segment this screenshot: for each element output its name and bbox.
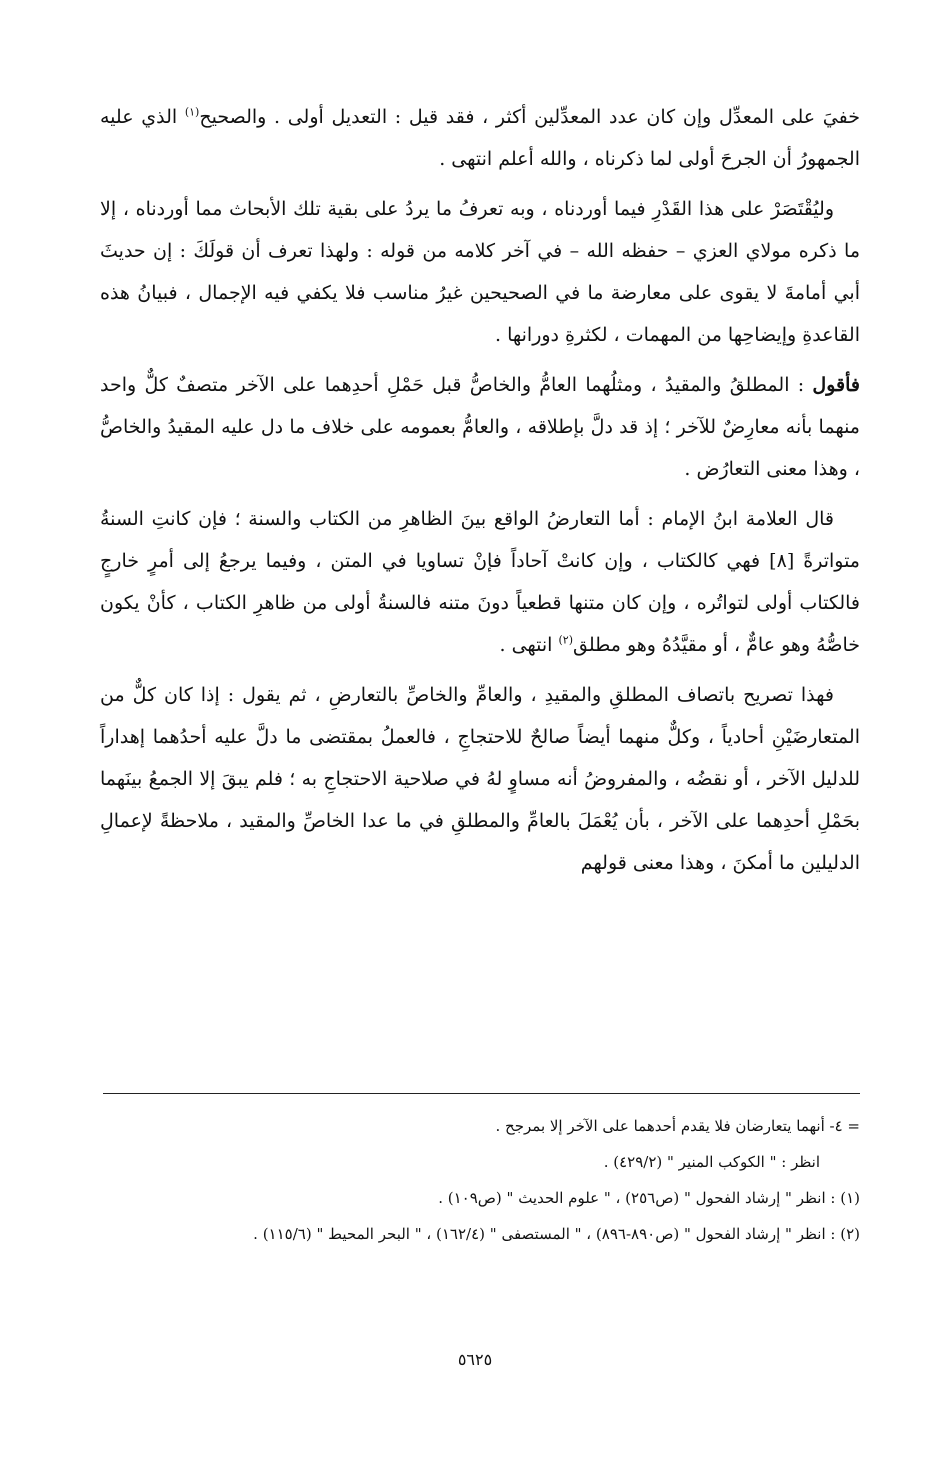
paragraph-lead-word: فأقول (812, 374, 860, 396)
paragraph-text: فهذا تصريح باتصاف المطلقِ والمقيدِ ، والعامِّ والخاصِّ بالتعارضِ ، ثم يقول : إذا كان كلٌّ من المتعارضَيْنِ أحادياً ، وكلٌّ منهما أيضاً صالحٌ للاحتجاجِ ، فالعملُ بمقتضى ما دلَّ عليه أحدُهما إهداراً للدليل الآخر ، أو نقضُه ، والمفروضُ أنه مساوٍ لهُ في صلاحية الاحتجاجِ به ؛ فلم يبقَ إلا الجمعُ بينَهما بحَمْلِ أحدِهما على الآخر ، بأن يُعْمَلَ بالعامِّ والمطلقِ في ما عدا الخاصِّ والمقيد ، ملاحظةً لإعمالِ الدليلين ما أمكنَ ، وهذا معنى قولهم (100, 684, 860, 874)
paragraph-4 (100, 498, 860, 666)
paragraph-text: خفيَ على المعدِّل وإن كان عدد المعدِّلين أكثر ، فقد قيل : التعديل أولى . والصحيح (199, 106, 860, 128)
paragraph-5 (100, 674, 860, 884)
paragraph-text: : المطلقُ والمقيدُ ، ومثلُهما العامُّ والخاصُّ قبل حَمْلِ أحدِهما على الآخر متصفٌ كلٌّ واحد منهما بأنه معارِضٌ للآخر ؛ إذ قد دلَّ بإطلاقه ، والعامُّ بعمومه على خلاف ما دل عليه المقيدُ والخاصُّ ، وهذا معنى التعارُض . (100, 374, 860, 480)
paragraph-text: قال العلامة ابنُ الإمام : أما التعارضُ الواقع بينَ الظاهرِ من الكتاب والسنة ؛ فإن كانتِ السنةُ متواترةً [٨] فهي كالكتاب ، وإن كانتْ آحاداً فإنْ تساويا في المتن ، وفيما يرجعُ إلى أمرٍ خارجٍ فالكتاب أولى لتواتُره ، وإن كان متنها قطعياً دونَ متنه فالسنةُ أولى من ظاهرِ الكتاب ، كأنْ يكون خاصُّهُ وهو عامٌّ ، أو مقيَّدُهُ وهو مطلق (100, 508, 860, 656)
footnote-separator (103, 1093, 860, 1094)
page-number: ٥٦٢٥ (457, 1350, 493, 1369)
footnote-continuation: = ٤- أنهما يتعارضان فلا يقدم أحدهما على الآخر إلا بمرجح . (495, 1117, 860, 1135)
paragraph-tail: الذي عليه الجمهورُ أن الجرحَ أولى لما ذكرناه ، والله أعلم انتهى . (100, 106, 860, 170)
paragraph-3 (100, 364, 860, 490)
footnote-reference-2[interactable]: (٢) (558, 633, 574, 647)
footnotes (100, 1108, 860, 1252)
footnote-reference-1[interactable]: (١) (184, 105, 200, 119)
footnote-2: (٢) : انظر " إرشاد الفحول " (ص٨٩٠-٨٩٦) ، " المستصفى " (١٦٢/٤) ، " البحر المحيط " (١١٥/٦) . (253, 1225, 860, 1243)
footnote-continuation-source: انظر : " الكوكب المنير " (٤٢٩/٢) . (603, 1153, 820, 1171)
footnote-1: (١) : انظر " إرشاد الفحول " (ص٢٥٦) ، " علوم الحديث " (ص١٠٩) . (438, 1189, 860, 1207)
main-text (100, 96, 860, 892)
paragraph-text: وليُقْتَصَرْ على هذا القَدْرِ فيما أوردناه ، وبه تعرفُ ما يردُ على بقية تلك الأبحاث مما أوردناه ، إلا ما ذكره مولاي العزي – حفظه الله – في آخر كلامه من قوله : ولهذا تعرف أن قولَكَ : إن حديثَ أبي أمامةَ لا يقوى على معارضة ما في الصحيحين غيرُ مناسب فلا يكفي فيه الإجمال ، فبيانُ هذه القاعدةِ وإيضاحِها من المهمات ، لكثرةِ دورانها . (100, 198, 860, 346)
paragraph-1 (100, 96, 860, 180)
paragraph-2 (100, 188, 860, 356)
paragraph-tail: انتهى . (499, 634, 559, 656)
